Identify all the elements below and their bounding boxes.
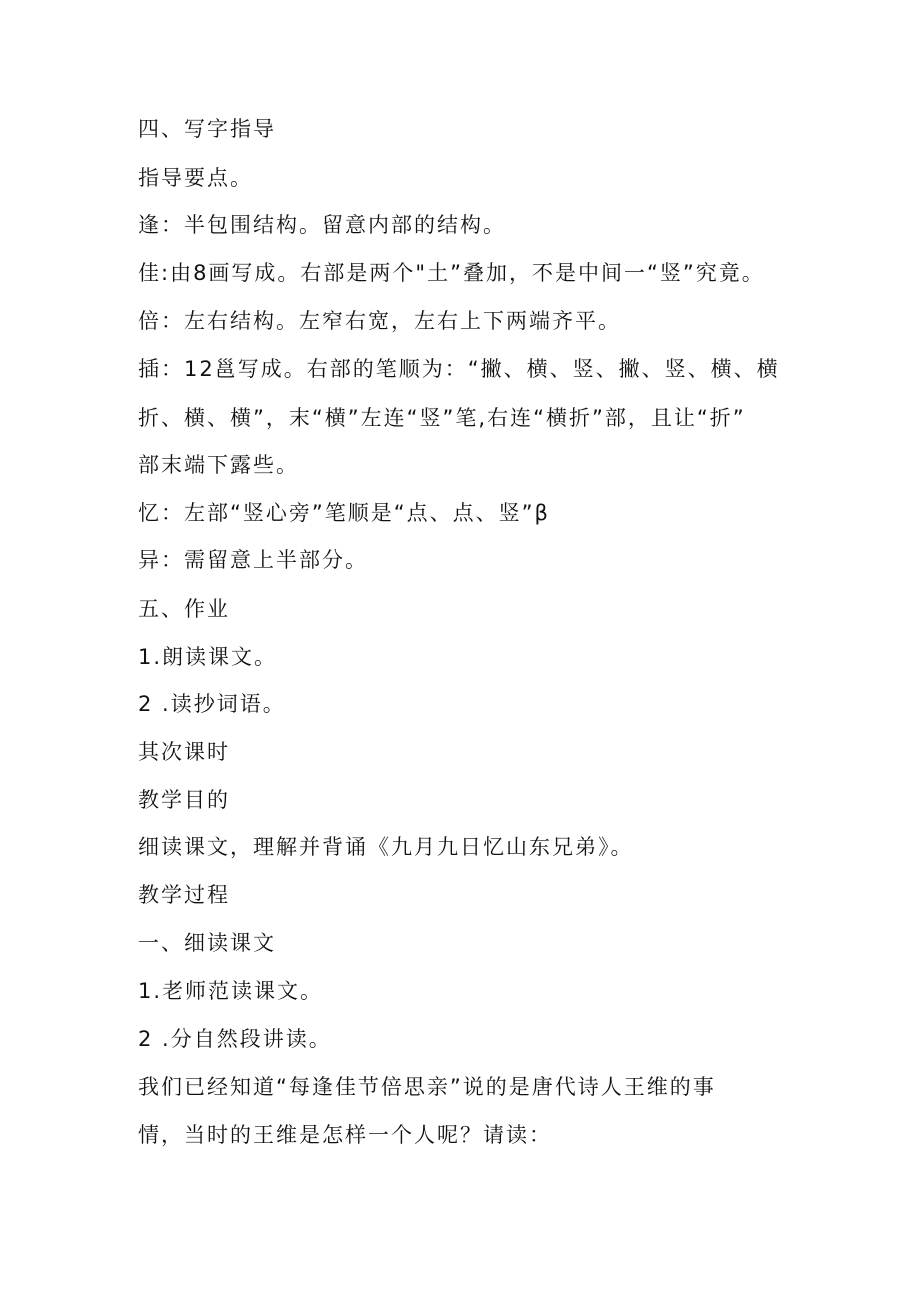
homework-item-2: 2 .读抄词语。 (138, 692, 286, 716)
guidance-points-label: 指导要点。 (138, 166, 253, 190)
char-note-cha-line1: 插：12邕写成。右部的笔顺为：“撇、横、竖、撇、竖、横、横 (138, 357, 780, 381)
heading-homework: 五、作业 (138, 597, 230, 621)
teaching-goal-text: 细读课文，理解并背诵《九月九日忆山东兄弟》。 (138, 835, 634, 859)
char-note-bei: 倍：左右结构。左窄右宽，左右上下两端齐平。 (138, 309, 621, 333)
paragraph-line-2: 情，当时的王维是怎样一个人呢？请读： (138, 1123, 552, 1147)
homework-item-1: 1.朗读课文。 (138, 645, 278, 669)
paragraph-line-1: 我们已经知道“每逢佳节倍思亲”说的是唐代诗人王维的事 (138, 1075, 716, 1099)
heading-second-lesson: 其次课时 (138, 740, 230, 764)
heading-teaching-process: 教学过程 (138, 883, 230, 907)
char-note-cha-line3: 部末端下露些。 (138, 453, 299, 477)
char-note-feng: 逢：半包围结构。留意内部的结构。 (138, 213, 506, 237)
process-item-2: 2 .分自然段讲读。 (138, 1027, 332, 1051)
char-note-jia: 佳:由8画写成。右部是两个"土”叠加，不是中间一“竖”究竟。 (138, 261, 765, 285)
process-item-1: 1.老师范读课文。 (138, 979, 324, 1003)
heading-close-reading: 一、细读课文 (138, 931, 276, 955)
char-note-cha-line2: 折、横、横”，末“横”左连“竖”笔,右连“横折”部，且让“折” (138, 406, 746, 430)
heading-writing-guidance: 四、写字指导 (138, 117, 276, 141)
char-note-yi-different: 异：需留意上半部分。 (138, 548, 368, 572)
heading-teaching-goal: 教学目的 (138, 788, 230, 812)
char-note-yi: 忆：左部“竖心旁”笔顺是“点、点、竖”β (138, 501, 550, 525)
